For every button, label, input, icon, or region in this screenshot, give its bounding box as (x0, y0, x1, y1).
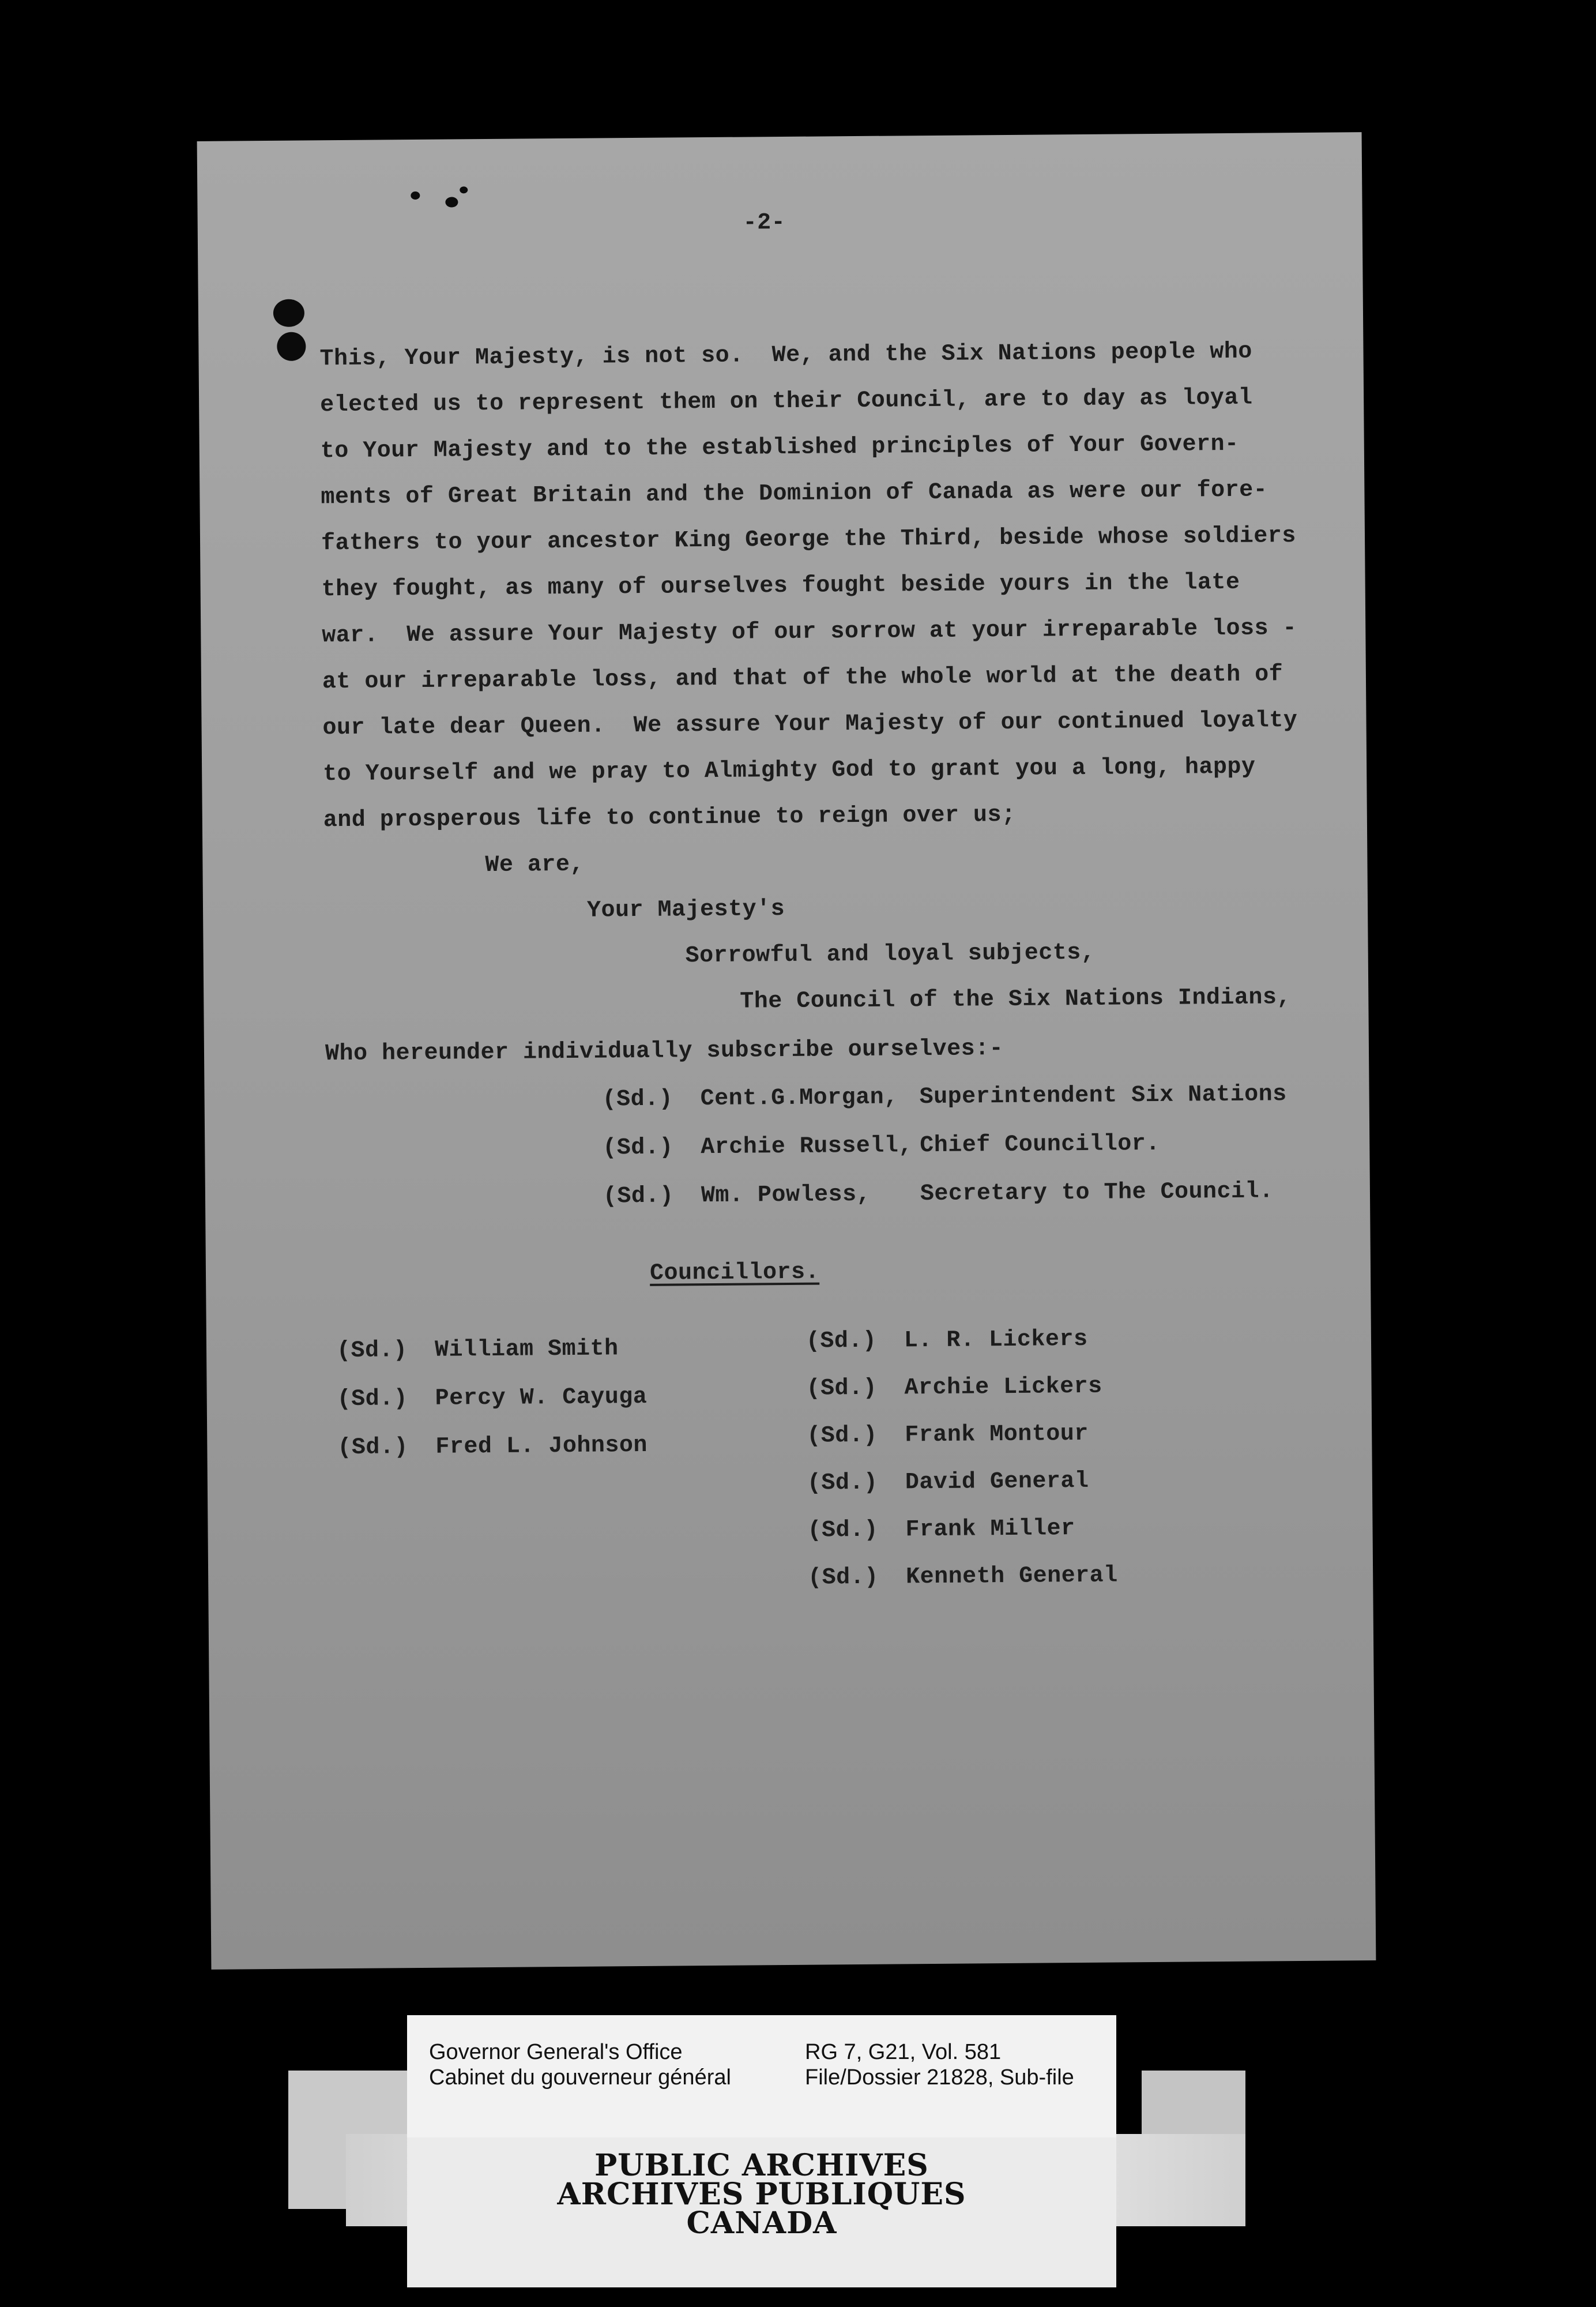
sd-mark: (Sd.) (805, 1328, 877, 1355)
signature-row (336, 1328, 619, 1374)
officer-title: Chief Councillor. (920, 1130, 1161, 1159)
signature-row (805, 1318, 1088, 1365)
body-line: fathers to your ancestor King George the Third, beside whose soldiers (321, 523, 1296, 557)
sd-mark: (Sd.) (336, 1337, 408, 1365)
sd-mark: (Sd.) (603, 1183, 674, 1210)
sd-mark: (Sd.) (807, 1517, 879, 1544)
signature-row (602, 1077, 1287, 1124)
archive-label-office (429, 2039, 731, 2090)
office-english: Governor General's Office (429, 2040, 683, 2064)
file-reference: File/Dossier 21828, Sub-file (805, 2065, 1074, 2090)
body-line: ments of Great Britain and the Dominion of Canada as were our fore- (321, 477, 1268, 511)
councillors-heading: Councillors. (649, 1259, 820, 1287)
stamp-line: CANADA (686, 2205, 837, 2241)
closing-subjects: Sorrowful and loyal subjects, (685, 940, 1096, 970)
punch-hole-mark (277, 332, 306, 361)
closing-we-are: We are, (485, 851, 585, 879)
page-number: -2- (743, 209, 786, 236)
body-line: our late dear Queen. We assure Your Majesty of our continued loyalty (322, 708, 1298, 742)
body-line: This, Your Majesty, is not so. We, and the Six Nations people who (319, 339, 1252, 373)
sd-mark: (Sd.) (806, 1375, 878, 1402)
sd-mark: (Sd.) (808, 1564, 879, 1591)
body-line: war. We assure Your Majesty of our sorrow at your irreparable loss - (322, 615, 1297, 649)
councillor-name: Kenneth General (905, 1562, 1118, 1591)
body-line: elected us to represent them on their Council, are to day as loyal (320, 385, 1253, 419)
ink-speck (460, 186, 468, 193)
body-line: to Yourself and we pray to Almighty God to grant you a long, happy (323, 754, 1256, 788)
councillor-name: L. R. Lickers (904, 1326, 1088, 1354)
sd-mark: (Sd.) (603, 1134, 674, 1162)
record-group-reference: RG 7, G21, Vol. 581 (805, 2040, 1002, 2064)
councillor-name: Frank Montour (905, 1421, 1089, 1449)
sd-mark: (Sd.) (602, 1086, 673, 1113)
closing-council: The Council of the Six Nations Indians, (740, 985, 1292, 1015)
signature-row (807, 1460, 1089, 1507)
officer-name: Cent.G.Morgan, (700, 1084, 898, 1113)
letter-body (197, 132, 1362, 834)
stamp-line: PUBLIC ARCHIVES (594, 2148, 929, 2183)
sd-mark: (Sd.) (807, 1422, 878, 1449)
body-line: at our irreparable loss, and that of the whole world at the death of (322, 662, 1283, 696)
closing-subscribe: Who hereunder individually subscribe ourselves:- (325, 1036, 1004, 1068)
ink-speck (411, 191, 420, 200)
councillor-name: Percy W. Cayuga (435, 1384, 648, 1412)
officer-name: Wm. Powless, (701, 1181, 871, 1209)
stamp-line: ARCHIVES PUBLIQUES (557, 2177, 966, 2212)
document-page (197, 132, 1376, 1970)
office-french: Cabinet du gouverneur général (429, 2065, 731, 2090)
signature-row (807, 1508, 1075, 1554)
signature-row (603, 1174, 1274, 1220)
officer-title: Superintendent Six Nations (919, 1081, 1287, 1111)
ink-speck (445, 197, 458, 207)
closing-your-majestys: Your Majesty's (586, 896, 785, 924)
signature-row (808, 1555, 1118, 1602)
councillor-name: William Smith (434, 1336, 619, 1363)
sd-mark: (Sd.) (807, 1470, 878, 1497)
councillor-name: David General (905, 1468, 1089, 1496)
archive-label-reference (805, 2039, 1074, 2090)
signature-row (807, 1413, 1089, 1460)
body-line: they fought, as many of ourselves fought beside yours in the late (321, 569, 1240, 603)
signature-row (806, 1366, 1102, 1412)
punch-hole-mark (273, 299, 304, 327)
councillor-name: Frank Miller (905, 1516, 1075, 1543)
archive-label (407, 2015, 1116, 2137)
officer-title: Secretary to The Council. (920, 1178, 1274, 1208)
sd-mark: (Sd.) (337, 1386, 408, 1413)
body-line: and prosperous life to continue to reign over us; (323, 802, 1016, 834)
body-line: to Your Majesty and to the established principles of Your Govern- (320, 431, 1239, 465)
officer-name: Archie Russell, (701, 1133, 913, 1161)
archive-stamp (407, 2137, 1116, 2287)
signature-row (337, 1425, 648, 1471)
signature-row (337, 1376, 648, 1423)
councillor-name: Archie Lickers (904, 1373, 1102, 1402)
signature-row (603, 1125, 1161, 1172)
councillor-name: Fred L. Johnson (435, 1432, 648, 1460)
sd-mark: (Sd.) (337, 1434, 409, 1461)
